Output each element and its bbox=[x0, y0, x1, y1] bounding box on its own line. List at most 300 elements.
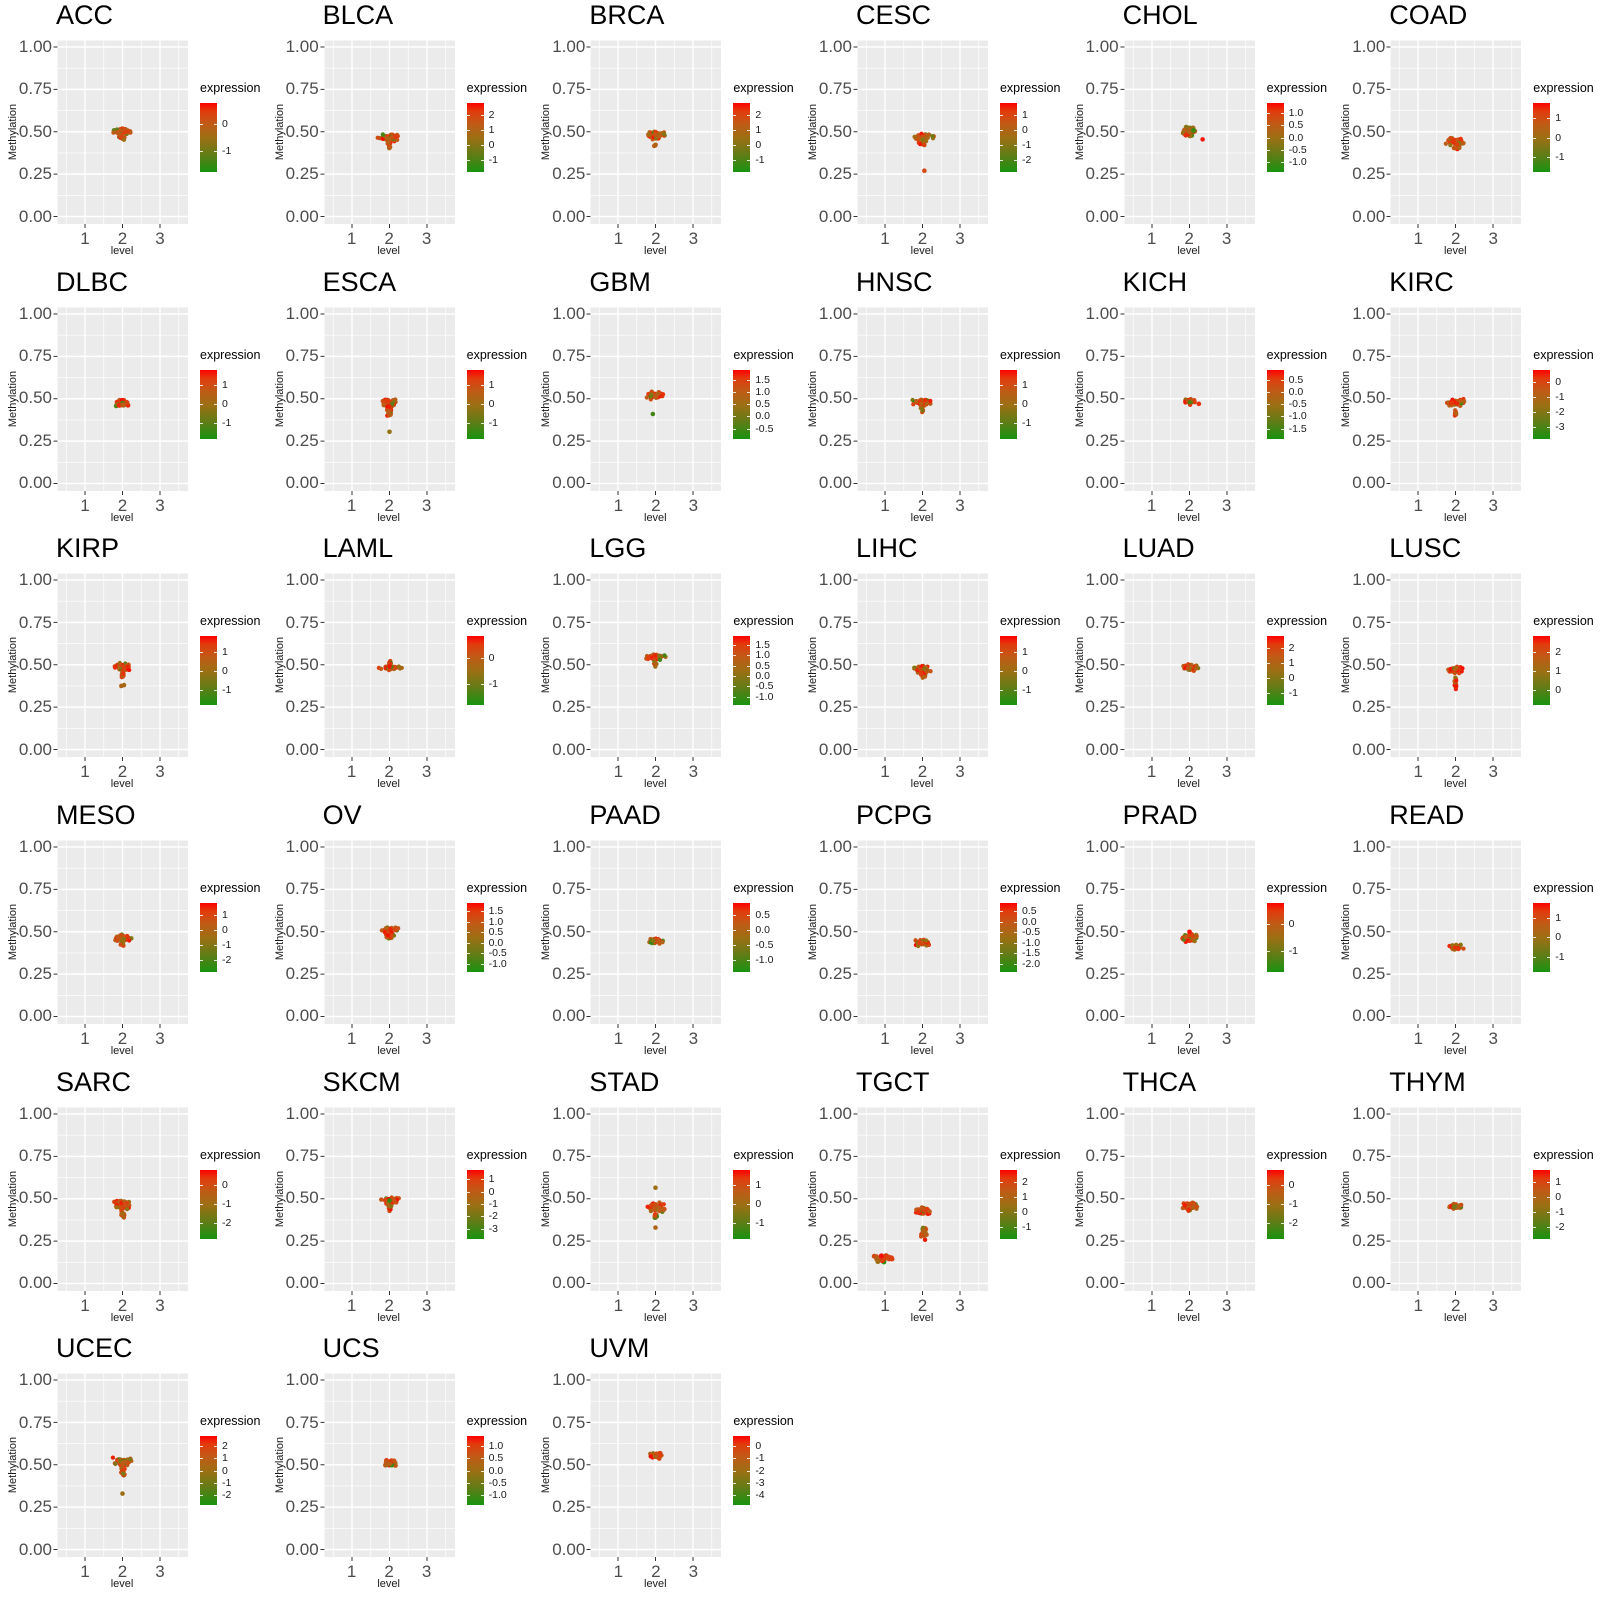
legend-tick-mark bbox=[214, 930, 217, 931]
y-tick-label: 0.50 bbox=[1352, 388, 1386, 408]
panel-cell bbox=[533, 1067, 800, 1334]
legend-tick-mark bbox=[733, 416, 736, 417]
legend-tick-mark bbox=[200, 1446, 203, 1447]
legend-tick-label: -0.5 bbox=[755, 422, 774, 435]
y-tick-label: 0.25 bbox=[18, 164, 52, 184]
y-axis-label: Methylation bbox=[7, 1437, 19, 1494]
expression-legend bbox=[196, 0, 266, 266]
legend-tick-mark bbox=[1000, 130, 1003, 131]
y-axis-label: Methylation bbox=[1073, 1170, 1086, 1227]
legend-tick-label: 0 bbox=[755, 1440, 762, 1453]
legend-tick-mark bbox=[467, 953, 470, 954]
y-axis-label: Methylation bbox=[7, 903, 19, 961]
legend-tick-label: 0.0 bbox=[755, 410, 770, 423]
legend-tick-label: -4 bbox=[755, 1489, 765, 1502]
legend-tick-mark bbox=[1547, 918, 1550, 919]
x-tick-label: 1 bbox=[880, 229, 890, 248]
y-tick-label: 0.75 bbox=[552, 346, 586, 366]
legend-tick-mark bbox=[214, 124, 217, 125]
y-tick-label: 0.25 bbox=[552, 430, 586, 450]
legend-tick-label: -1.0 bbox=[755, 690, 774, 703]
x-axis-label: level bbox=[377, 1578, 400, 1591]
panel-title: THYM bbox=[1389, 1066, 1466, 1097]
legend-tick-mark bbox=[481, 658, 484, 659]
legend-tick-mark bbox=[1267, 162, 1270, 163]
legend-tick-mark bbox=[200, 690, 203, 691]
legend-tick-mark bbox=[1000, 1197, 1003, 1198]
x-tick-label: 2 bbox=[651, 495, 661, 515]
expression-legend bbox=[1529, 800, 1599, 1066]
panel-title: KIRC bbox=[1389, 266, 1454, 297]
legend-title: expression bbox=[1266, 81, 1328, 95]
legend-tick-mark bbox=[1533, 397, 1536, 398]
x-tick-label: 1 bbox=[613, 1562, 624, 1582]
x-tick-label: 1 bbox=[1413, 495, 1424, 515]
panel-title: THCA bbox=[1122, 1066, 1197, 1097]
y-tick-label: 0.75 bbox=[818, 346, 852, 366]
legend-title: expression bbox=[999, 347, 1061, 362]
legend-tick-mark bbox=[467, 404, 470, 405]
expression-legend bbox=[996, 267, 1066, 533]
x-axis-label: level bbox=[910, 245, 934, 257]
legend-tick-label: 0.5 bbox=[755, 659, 770, 672]
legend-tick-label: -0.5 bbox=[1021, 926, 1041, 939]
legend-tick-mark bbox=[1000, 145, 1003, 146]
legend-gradient-bar bbox=[733, 103, 750, 172]
y-tick-label: 0.00 bbox=[552, 739, 586, 759]
legend-tick-mark bbox=[1281, 404, 1284, 405]
x-tick-label: 3 bbox=[155, 495, 165, 515]
legend-tick-mark bbox=[1533, 427, 1536, 428]
expression-legend bbox=[196, 267, 266, 533]
y-tick-label: 0.75 bbox=[18, 1412, 52, 1432]
y-axis-label: Methylation bbox=[540, 1170, 553, 1227]
legend-tick-mark bbox=[1000, 922, 1003, 923]
x-tick-label: 3 bbox=[955, 229, 965, 248]
y-tick-label: 1.00 bbox=[285, 1103, 319, 1123]
legend-tick-mark bbox=[481, 115, 484, 116]
legend-tick-mark bbox=[1014, 911, 1017, 912]
legend-title: expression bbox=[200, 1414, 261, 1429]
x-axis-label: level bbox=[110, 1578, 134, 1591]
legend-tick-mark bbox=[1281, 113, 1284, 114]
legend-tick-mark bbox=[733, 1471, 736, 1472]
legend-tick-mark bbox=[1267, 678, 1270, 679]
legend-tick-mark bbox=[1014, 385, 1017, 386]
legend-tick-label: 0.5 bbox=[755, 908, 770, 921]
legend-tick-label: -1 bbox=[1021, 683, 1032, 696]
x-axis-label: level bbox=[1443, 511, 1467, 524]
expression-legend bbox=[1263, 0, 1333, 266]
legend-tick-mark bbox=[1267, 150, 1270, 151]
legend-tick-mark bbox=[1014, 115, 1017, 116]
legend-tick-mark bbox=[200, 1458, 203, 1459]
legend-tick-mark bbox=[1547, 397, 1550, 398]
legend-tick-mark bbox=[214, 151, 217, 152]
panel-title: LIHC bbox=[855, 533, 918, 564]
y-tick-label: 0.00 bbox=[1085, 739, 1119, 759]
legend-gradient-bar bbox=[733, 636, 750, 705]
x-tick-label: 2 bbox=[1184, 1028, 1194, 1048]
legend-tick-mark bbox=[1533, 382, 1536, 383]
y-tick-label: 0.50 bbox=[285, 388, 319, 408]
y-tick-label: 1.00 bbox=[552, 303, 586, 323]
legend-tick-label: -0.5 bbox=[1288, 398, 1307, 411]
y-tick-label: 0.75 bbox=[1085, 1146, 1119, 1166]
panel-title: LUAD bbox=[1122, 533, 1195, 564]
x-tick-label: 1 bbox=[613, 1028, 624, 1048]
legend-tick-label: 0.5 bbox=[488, 1452, 504, 1465]
legend-tick-mark bbox=[200, 404, 203, 405]
x-tick-label: 2 bbox=[1184, 495, 1194, 515]
y-axis-label: Methylation bbox=[1340, 103, 1353, 161]
panel-cell bbox=[267, 267, 534, 534]
legend-tick-mark bbox=[1533, 412, 1536, 413]
expression-legend bbox=[463, 533, 533, 799]
y-axis-label: Methylation bbox=[7, 1170, 19, 1227]
x-tick-label: 1 bbox=[880, 1028, 890, 1048]
y-tick-label: 0.00 bbox=[285, 1273, 319, 1293]
legend-tick-mark bbox=[1267, 125, 1270, 126]
y-tick-label: 0.25 bbox=[18, 430, 52, 450]
legend-tick-label: -1 bbox=[1021, 1220, 1032, 1233]
legend-tick-mark bbox=[1547, 412, 1550, 413]
legend-tick-mark bbox=[1281, 416, 1284, 417]
x-axis-label: level bbox=[110, 1044, 134, 1057]
legend-tick-mark bbox=[747, 130, 750, 131]
legend-tick-label: 0 bbox=[1021, 1205, 1028, 1218]
legend-title: expression bbox=[466, 1147, 528, 1162]
legend-tick-label: 0 bbox=[488, 651, 495, 664]
legend-tick-label: -1 bbox=[222, 144, 232, 157]
legend-tick-mark bbox=[481, 160, 484, 161]
legend-tick-mark bbox=[1533, 157, 1536, 158]
legend-tick-mark bbox=[733, 392, 736, 393]
y-tick-label: 0.50 bbox=[1085, 1188, 1119, 1208]
legend-tick-mark bbox=[467, 1192, 470, 1193]
legend-tick-mark bbox=[481, 404, 484, 405]
legend-tick-mark bbox=[1547, 671, 1550, 672]
legend-tick-label: 1.0 bbox=[488, 915, 504, 928]
legend-tick-mark bbox=[1000, 932, 1003, 933]
legend-tick-mark bbox=[733, 145, 736, 146]
y-tick-label: 0.75 bbox=[552, 79, 586, 99]
y-tick-label: 0.50 bbox=[18, 1455, 52, 1475]
legend-tick-mark bbox=[481, 1192, 484, 1193]
legend-tick-mark bbox=[1267, 924, 1270, 925]
panel-cell bbox=[1333, 267, 1600, 534]
y-tick-label: 0.75 bbox=[285, 879, 319, 899]
legend-tick-label: 1 bbox=[222, 1452, 228, 1465]
expression-legend bbox=[1529, 0, 1599, 266]
legend-title: expression bbox=[999, 81, 1061, 95]
legend-tick-label: -2 bbox=[222, 953, 232, 966]
y-tick-label: 1.00 bbox=[285, 37, 319, 56]
legend-tick-mark bbox=[481, 1204, 484, 1205]
legend-title: expression bbox=[999, 1147, 1061, 1162]
x-tick-label: 2 bbox=[384, 229, 394, 248]
y-axis-label: Methylation bbox=[540, 1437, 553, 1494]
legend-tick-mark bbox=[1267, 663, 1270, 664]
panel-cell bbox=[1333, 800, 1600, 1067]
legend-tick-mark bbox=[200, 423, 203, 424]
y-tick-label: 0.25 bbox=[1352, 964, 1386, 984]
panel-title: LUSC bbox=[1389, 533, 1462, 564]
legend-tick-mark bbox=[1000, 1212, 1003, 1213]
x-axis-label: level bbox=[1177, 245, 1200, 257]
y-tick-label: 0.75 bbox=[285, 79, 319, 99]
legend-tick-label: -1 bbox=[755, 1452, 765, 1465]
panel-cell bbox=[533, 267, 800, 534]
legend-tick-mark bbox=[481, 130, 484, 131]
panel-cell bbox=[1333, 533, 1600, 800]
legend-tick-mark bbox=[200, 945, 203, 946]
expression-legend bbox=[1529, 267, 1599, 533]
x-axis-label: level bbox=[1177, 1044, 1200, 1057]
legend-tick-mark bbox=[1533, 671, 1536, 672]
x-tick-label: 2 bbox=[117, 1028, 128, 1048]
legend-tick-mark bbox=[1014, 1197, 1017, 1198]
panel-cell bbox=[0, 533, 267, 800]
x-tick-label: 3 bbox=[1488, 1028, 1499, 1048]
legend-tick-mark bbox=[747, 115, 750, 116]
x-tick-label: 2 bbox=[117, 229, 128, 248]
panel-cell bbox=[1067, 533, 1334, 800]
x-tick-label: 1 bbox=[1146, 1028, 1157, 1048]
legend-tick-mark bbox=[1014, 145, 1017, 146]
legend-gradient-bar bbox=[1267, 903, 1284, 972]
y-tick-label: 0.25 bbox=[818, 1230, 852, 1250]
x-tick-label: 3 bbox=[1221, 1295, 1232, 1315]
y-tick-label: 0.25 bbox=[18, 1230, 52, 1250]
legend-tick-label: -0.5 bbox=[755, 938, 774, 951]
y-axis-label: Methylation bbox=[1073, 370, 1086, 427]
legend-tick-mark bbox=[467, 658, 470, 659]
y-tick-label: 0.25 bbox=[285, 430, 319, 450]
expression-legend bbox=[463, 1333, 533, 1599]
panel-title: GBM bbox=[589, 266, 651, 297]
x-tick-label: 1 bbox=[880, 495, 890, 515]
x-axis-label: level bbox=[910, 778, 934, 791]
legend-tick-mark bbox=[214, 1446, 217, 1447]
legend-tick-mark bbox=[747, 666, 750, 667]
legend-tick-mark bbox=[214, 385, 217, 386]
legend-gradient-bar bbox=[1533, 370, 1550, 439]
y-tick-label: 1.00 bbox=[1085, 836, 1119, 856]
panel-title: SKCM bbox=[322, 1066, 401, 1097]
legend-tick-mark bbox=[1533, 1227, 1536, 1228]
y-axis-label: Methylation bbox=[273, 1437, 286, 1494]
x-tick-label: 1 bbox=[880, 762, 890, 782]
x-tick-label: 3 bbox=[688, 1295, 699, 1315]
y-tick-label: 0.25 bbox=[1352, 164, 1386, 184]
panel-title: DLBC bbox=[56, 266, 129, 297]
legend-tick-mark bbox=[214, 690, 217, 691]
legend-tick-mark bbox=[481, 423, 484, 424]
panel-cell bbox=[0, 800, 267, 1067]
legend-title: expression bbox=[1533, 880, 1594, 895]
legend-tick-mark bbox=[200, 652, 203, 653]
legend-tick-label: 2 bbox=[1288, 642, 1295, 655]
y-tick-label: 0.50 bbox=[285, 921, 319, 941]
legend-tick-mark bbox=[1014, 1212, 1017, 1213]
legend-tick-mark bbox=[1267, 1185, 1270, 1186]
y-axis-label: Methylation bbox=[806, 370, 819, 427]
legend-tick-mark bbox=[733, 1495, 736, 1496]
y-tick-label: 0.50 bbox=[285, 1188, 319, 1208]
legend-tick-mark bbox=[733, 1204, 736, 1205]
y-tick-label: 0.00 bbox=[552, 1273, 586, 1293]
panel-cell bbox=[1067, 800, 1334, 1067]
legend-tick-mark bbox=[200, 1495, 203, 1496]
panel-cell bbox=[800, 533, 1067, 800]
y-tick-label: 1.00 bbox=[18, 836, 52, 856]
legend-tick-mark bbox=[747, 1495, 750, 1496]
y-tick-label: 0.75 bbox=[18, 346, 52, 366]
x-tick-label: 2 bbox=[917, 495, 928, 515]
legend-tick-mark bbox=[747, 1446, 750, 1447]
y-tick-label: 0.25 bbox=[1085, 164, 1119, 184]
y-tick-label: 0.25 bbox=[285, 697, 319, 717]
legend-tick-mark bbox=[733, 930, 736, 931]
legend-tick-mark bbox=[1267, 951, 1270, 952]
legend-tick-label: 2 bbox=[1555, 645, 1562, 658]
legend-tick-mark bbox=[747, 392, 750, 393]
legend-tick-mark bbox=[733, 160, 736, 161]
legend-tick-mark bbox=[1281, 162, 1284, 163]
legend-tick-label: 1 bbox=[1021, 378, 1028, 391]
legend-tick-mark bbox=[214, 1471, 217, 1472]
panel-cell bbox=[1067, 1067, 1334, 1334]
legend-tick-label: -2 bbox=[1021, 154, 1032, 166]
legend-gradient-bar bbox=[1000, 103, 1017, 172]
legend-tick-mark bbox=[1014, 404, 1017, 405]
panel-cell bbox=[267, 800, 534, 1067]
legend-tick-label: -1 bbox=[1288, 687, 1298, 700]
legend-tick-mark bbox=[1000, 964, 1003, 965]
y-tick-label: 1.00 bbox=[552, 836, 586, 856]
legend-tick-mark bbox=[1547, 157, 1550, 158]
y-tick-label: 0.00 bbox=[818, 1273, 852, 1293]
x-tick-label: 2 bbox=[651, 762, 661, 782]
legend-tick-label: 2 bbox=[488, 109, 495, 121]
x-tick-label: 3 bbox=[955, 762, 965, 782]
x-tick-label: 3 bbox=[955, 495, 965, 515]
y-tick-label: 0.50 bbox=[285, 1455, 319, 1475]
legend-tick-mark bbox=[467, 943, 470, 944]
x-axis-label: level bbox=[1443, 778, 1467, 791]
y-tick-label: 1.00 bbox=[18, 1370, 52, 1390]
x-tick-label: 3 bbox=[1221, 229, 1232, 248]
legend-tick-label: 1.0 bbox=[1288, 106, 1304, 119]
y-tick-label: 0.75 bbox=[818, 1146, 852, 1166]
x-axis-label: level bbox=[910, 1311, 934, 1324]
x-axis-label: level bbox=[377, 1311, 400, 1324]
legend-tick-mark bbox=[481, 385, 484, 386]
legend-tick-mark bbox=[1014, 671, 1017, 672]
legend-title: expression bbox=[1533, 347, 1594, 362]
y-tick-label: 0.50 bbox=[552, 655, 586, 675]
y-tick-label: 0.75 bbox=[285, 1146, 319, 1166]
legend-tick-mark bbox=[1014, 922, 1017, 923]
y-tick-label: 1.00 bbox=[285, 836, 319, 856]
legend-tick-mark bbox=[200, 151, 203, 152]
x-tick-label: 1 bbox=[80, 229, 90, 248]
legend-tick-mark bbox=[1014, 1182, 1017, 1183]
legend-tick-label: 1 bbox=[1555, 664, 1562, 677]
panel-title: LGG bbox=[589, 533, 647, 564]
legend-tick-mark bbox=[214, 1458, 217, 1459]
y-tick-label: 0.50 bbox=[1352, 121, 1386, 141]
legend-title: expression bbox=[999, 614, 1061, 629]
legend-tick-label: 1 bbox=[1021, 1190, 1028, 1203]
legend-tick-mark bbox=[467, 1458, 470, 1459]
x-tick-label: 3 bbox=[421, 229, 432, 248]
legend-tick-label: -2 bbox=[1555, 1220, 1565, 1233]
legend-tick-mark bbox=[1000, 652, 1003, 653]
panel-cell bbox=[533, 533, 800, 800]
legend-tick-mark bbox=[747, 404, 750, 405]
x-tick-label: 1 bbox=[613, 762, 624, 782]
legend-tick-mark bbox=[481, 964, 484, 965]
expression-legend bbox=[729, 1067, 799, 1333]
y-tick-label: 0.25 bbox=[1085, 1230, 1119, 1250]
legend-tick-mark bbox=[747, 915, 750, 916]
legend-tick-mark bbox=[481, 684, 484, 685]
legend-tick-mark bbox=[1281, 138, 1284, 139]
x-tick-label: 1 bbox=[1146, 495, 1157, 515]
y-tick-label: 0.50 bbox=[1085, 388, 1119, 408]
legend-tick-label: -1 bbox=[1288, 1198, 1298, 1211]
legend-tick-mark bbox=[1547, 138, 1550, 139]
legend-tick-mark bbox=[467, 1446, 470, 1447]
legend-tick-mark bbox=[1547, 957, 1550, 958]
x-axis-label: level bbox=[644, 511, 667, 524]
legend-tick-label: -1.5 bbox=[1021, 947, 1041, 960]
x-tick-label: 2 bbox=[651, 1028, 661, 1048]
y-axis-label: Methylation bbox=[273, 370, 286, 427]
legend-tick-mark bbox=[733, 115, 736, 116]
legend-tick-label: 1.5 bbox=[488, 905, 504, 918]
legend-tick-mark bbox=[1547, 1212, 1550, 1213]
legend-tick-label: 0.0 bbox=[1288, 131, 1304, 144]
legend-tick-label: 0 bbox=[1021, 398, 1028, 411]
legend-tick-mark bbox=[200, 124, 203, 125]
legend-title: expression bbox=[733, 347, 794, 362]
legend-tick-mark bbox=[1000, 911, 1003, 912]
legend-tick-label: -1 bbox=[222, 938, 232, 951]
legend-title: expression bbox=[200, 614, 261, 629]
y-tick-label: 0.00 bbox=[552, 206, 586, 226]
legend-tick-mark bbox=[1281, 951, 1284, 952]
y-tick-label: 0.00 bbox=[818, 739, 852, 759]
legend-tick-mark bbox=[733, 1458, 736, 1459]
legend-tick-mark bbox=[1281, 663, 1284, 664]
legend-tick-mark bbox=[733, 404, 736, 405]
y-tick-label: 0.25 bbox=[818, 964, 852, 984]
legend-tick-mark bbox=[1267, 693, 1270, 694]
y-tick-label: 0.00 bbox=[1085, 1273, 1119, 1293]
y-tick-label: 0.50 bbox=[1352, 1188, 1386, 1208]
x-axis-label: level bbox=[644, 1311, 667, 1324]
legend-gradient-bar bbox=[467, 903, 484, 972]
legend-tick-label: 0.0 bbox=[755, 923, 770, 936]
legend-tick-mark bbox=[1533, 1197, 1536, 1198]
x-tick-label: 2 bbox=[1451, 229, 1461, 248]
legend-tick-mark bbox=[1547, 690, 1550, 691]
y-axis-label: Methylation bbox=[273, 637, 286, 694]
legend-tick-mark bbox=[747, 1223, 750, 1224]
